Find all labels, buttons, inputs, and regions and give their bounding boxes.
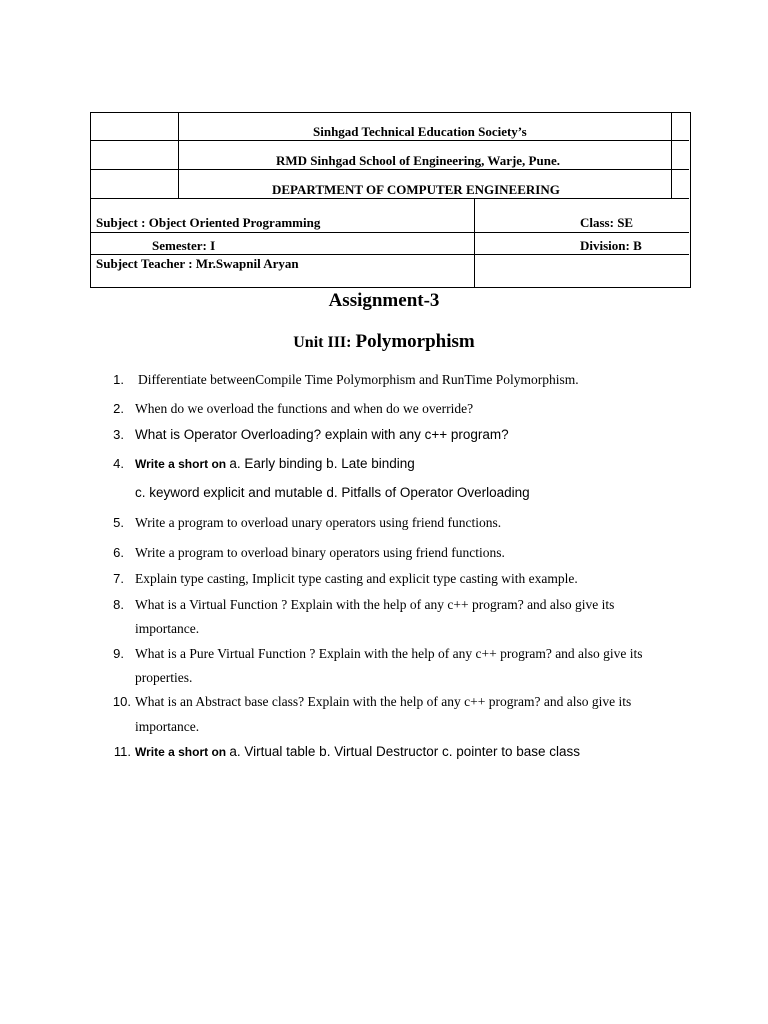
table-rule (474, 199, 475, 287)
question-number: 7. (113, 571, 124, 586)
question-number: 10. (112, 694, 131, 709)
question-text: What is a Virtual Function ? Explain with the help of any c++ program? and also give its (135, 597, 615, 612)
unit-label: Unit III: (293, 334, 352, 351)
question-lead: Write a short on (135, 745, 227, 759)
question-text: What is a Pure Virtual Function ? Explain with the help of any c++ program? and also give its (135, 646, 643, 661)
table-rule (671, 113, 672, 199)
school-name: RMD Sinhgad School of Engineering, Warje, Pune. (276, 153, 560, 168)
question-number: 8. (113, 597, 124, 612)
table-rule (178, 113, 179, 199)
question-number: 3. (113, 427, 124, 442)
class-label: Class: SE (580, 215, 634, 230)
question-number: 9. (113, 646, 124, 661)
question-lead: Write a short on (135, 457, 227, 471)
question-text: Write a program to overload binary operators using friend functions. (135, 545, 505, 560)
unit-topic: Polymorphism (355, 331, 475, 352)
question-number: 2. (113, 401, 124, 416)
division-label: Division: B (580, 238, 642, 253)
society-name: Sinhgad Technical Education Society’s (313, 124, 527, 139)
subject-label: Subject : Object Oriented Programming (96, 215, 321, 230)
question-number: 11. (113, 744, 131, 759)
question-number: 6. (113, 545, 124, 560)
question-text: Write a program to overload unary operators using friend functions. (135, 515, 502, 530)
question-text: What is an Abstract base class? Explain with the help of any c++ program? and also give its (135, 694, 632, 709)
question-text: Differentiate betweenCompile Time Polymorphism and RunTime Polymorphism. (138, 372, 579, 387)
unit-title (0, 331, 768, 353)
table-rule (91, 254, 689, 255)
table-rule (91, 232, 689, 233)
question-text-continued: importance. (135, 621, 200, 636)
question-body: a. Early binding b. Late binding (229, 456, 415, 471)
table-rule (91, 198, 689, 199)
question-text: What is Operator Overloading? explain with any c++ program? (135, 427, 509, 442)
table-rule (91, 140, 689, 141)
question-text: Explain type casting, Implicit type casting and explicit type casting with example. (135, 571, 578, 586)
question-number: 5. (113, 515, 124, 530)
question-text-continued: properties. (135, 670, 193, 685)
question-text-continued: c. keyword explicit and mutable d. Pitfalls of Operator Overloading (135, 485, 530, 500)
question-text: When do we overload the functions and when do we override? (135, 401, 474, 416)
assignment-title: Assignment-3 (328, 290, 440, 311)
semester-label: Semester: I (152, 238, 216, 253)
question-text (135, 744, 580, 760)
question-number: 4. (113, 456, 124, 471)
question-text-continued: importance. (135, 719, 200, 734)
table-rule (91, 169, 689, 170)
question-number: 1. (113, 372, 124, 387)
question-body: a. Virtual table b. Virtual Destructor c. pointer to base class (229, 744, 581, 759)
department-name: DEPARTMENT OF COMPUTER ENGINEERING (272, 182, 560, 197)
header-table (90, 112, 691, 288)
question-text (135, 456, 415, 472)
teacher-label: Subject Teacher : Mr.Swapnil Aryan (96, 256, 299, 271)
